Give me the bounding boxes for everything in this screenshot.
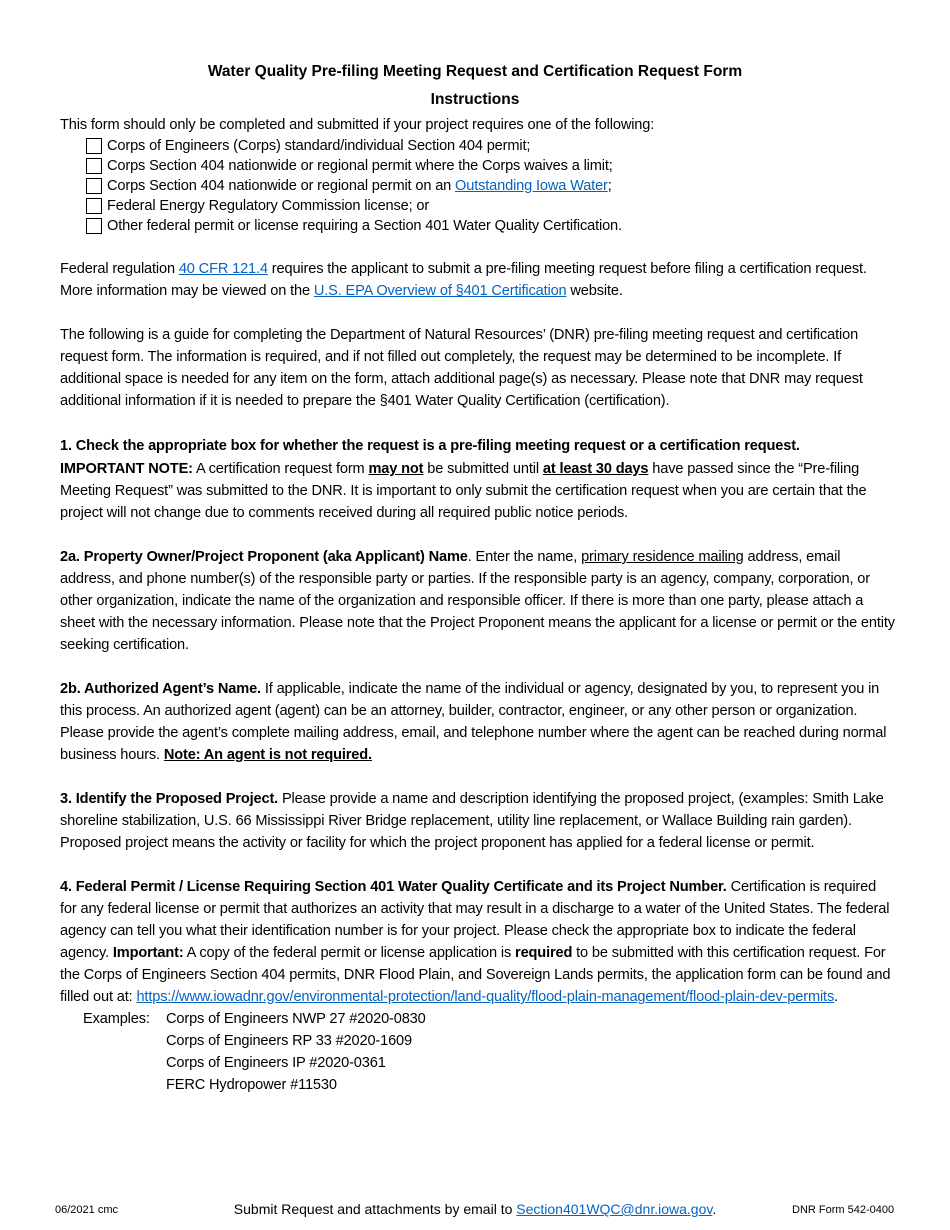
checklist-label <box>107 136 530 156</box>
section-4-paragraph <box>60 876 895 1008</box>
intro-text: This form should only be completed and submitted if your project requires one of the following: <box>60 117 655 133</box>
hyperlink[interactable]: Outstanding Iowa Water <box>455 178 608 194</box>
emphasized-text: 1. Check the appropriate box for whether the request is a pre-filing meeting request or a certification request. <box>60 438 800 454</box>
footer-form-number: DNR Form 542-0400 <box>792 1204 895 1216</box>
email-link[interactable]: Section401WQC@dnr.iowa.gov <box>516 1201 713 1217</box>
checklist-item <box>86 196 950 216</box>
checkbox[interactable] <box>86 218 102 234</box>
text-segment: Corps Section 404 nationwide or regional permit where the Corps waives a limit; <box>107 158 613 174</box>
emphasized-text: Important: <box>112 945 184 961</box>
text-segment: requires the applicant to submit a pre-filing meeting request before filing a certification request. More information may be viewed on the <box>60 261 867 299</box>
important-note-paragraph <box>60 458 895 524</box>
emphasized-text: 4. Federal Permit / License Requiring Section 401 Water Quality Certificate and its Project Number. <box>60 879 727 895</box>
text-segment: . <box>834 989 838 1005</box>
text-segment: . Enter the name, <box>467 549 582 565</box>
checklist-label <box>107 156 613 176</box>
text-segment: Other federal permit or license requiring a Section 401 Water Quality Certification. <box>107 218 622 234</box>
example-item: FERC Hydropower #11530 <box>166 1077 337 1093</box>
emphasized-text: IMPORTANT NOTE: <box>60 461 193 477</box>
footer-period: . <box>712 1201 717 1217</box>
section-2b-paragraph <box>60 678 895 766</box>
emphasized-text: at least 30 days <box>542 461 649 477</box>
text-segment: A certification request form <box>192 461 369 477</box>
hyperlink[interactable]: https://www.iowadnr.gov/environmental-protection/land-quality/flood-plain-management/flood-plain-dev-permits <box>136 989 835 1005</box>
text-segment: ; <box>607 178 612 194</box>
text-segment: If applicable, indicate the name of the individual or agency, designated by you, to represent you in this process. An authorized agent (agent) can be an attorney, builder, contractor, engineer, or any other person or organization. Please provide the agent’s complete mailing address, email, and telephone number where the agent can be reached during normal business hours. <box>60 681 887 763</box>
text-segment: Federal regulation <box>60 261 179 277</box>
text-segment: Federal Energy Regulatory Commission license; or <box>107 198 430 214</box>
text-segment: be submitted until <box>423 461 543 477</box>
requirement-checklist <box>0 136 950 236</box>
regulation-paragraph <box>60 258 895 302</box>
text-segment: Certification is required for any federal license or permit that authorizes an activity that may result in a discharge to a water of the United States. The federal agency can tell you what their identification number is for your project. Please check the appropriate box to indicate the federal agency. <box>60 879 890 961</box>
emphasized-text: 3. Identify the Proposed Project. <box>60 791 279 807</box>
example-item: Corps of Engineers NWP 27 #2020-0830 <box>166 1011 426 1027</box>
examples-list <box>166 1008 426 1096</box>
checklist-label <box>107 176 612 196</box>
checklist-label <box>107 216 622 236</box>
checklist-item <box>86 136 950 156</box>
emphasized-text: 2a. Property Owner/Project Proponent (aka Applicant) Name <box>60 549 468 565</box>
footer-date: 06/2021 cmc <box>55 1204 118 1216</box>
emphasized-text: Note: An agent is not required. <box>163 747 372 763</box>
section-2a-paragraph <box>60 546 895 656</box>
checklist-item <box>86 176 950 196</box>
form-title: Water Quality Pre-filing Meeting Request and Certification Request Form <box>207 63 743 80</box>
footer-submit-text: Submit Request and attachments by email to <box>233 1201 517 1217</box>
text-segment: A copy of the federal permit or license application is <box>183 945 516 961</box>
checklist-item <box>86 156 950 176</box>
emphasized-text: 2b. Authorized Agent’s Name. <box>60 681 261 697</box>
instructions-heading: Instructions <box>430 91 520 108</box>
examples-label: Examples: <box>83 1011 150 1027</box>
text-segment: Corps of Engineers (Corps) standard/individual Section 404 permit; <box>107 138 531 154</box>
document-body <box>0 58 950 1096</box>
checkbox[interactable] <box>86 198 102 214</box>
guide-paragraph <box>60 324 895 412</box>
text-segment: The following is a guide for completing the Department of Natural Resources’ (DNR) pre-filing meeting request and certification request form. The information is required, and if not filled out completely, the request may be determined to be incomplete. If additional space is needed for any item on the form, attach additional page(s) as necessary. Please note that DNR may request additional information if it is needed to prepare the §401 Water Quality Certification (certification). <box>60 327 863 409</box>
text-segment: website. <box>566 283 623 299</box>
hyperlink[interactable]: 40 CFR 121.4 <box>178 261 268 277</box>
checkbox[interactable] <box>86 158 102 174</box>
text-segment: Please provide a name and description identifying the proposed project, (examples: Smith Lake shoreline stabilization, U.S. 66 Mississippi River Bridge replacement, utility line replacement, or Wallace Building rain garden). Proposed project means the activity or facility for which the project proponent has applied for a federal license or permit. <box>60 791 884 851</box>
text-segment: have passed since the “Pre-filing Meeting Request” was submitted to the DNR. It is important to only submit the certification request when you are certain that the project will not change due to comments received during all required public notice periods. <box>60 461 867 521</box>
emphasized-text: may not <box>368 461 424 477</box>
section-3-paragraph <box>60 788 895 854</box>
section-1-heading <box>60 434 895 458</box>
text-segment: to be submitted with this certification request. For the Corps of Engineers Section 404 permits, DNR Flood Plain, and Sovereign Lands permits, the application form can be found and filled out at: <box>60 945 891 1005</box>
emphasized-text: primary residence mailing <box>581 549 744 565</box>
checklist-item <box>86 216 950 236</box>
text-segment: Corps Section 404 nationwide or regional permit on an <box>107 178 456 194</box>
checklist-label <box>107 196 429 216</box>
checkbox[interactable] <box>86 138 102 154</box>
emphasized-text: required <box>515 945 573 961</box>
hyperlink[interactable]: U.S. EPA Overview of §401 Certification <box>313 283 567 299</box>
checkbox[interactable] <box>86 178 102 194</box>
example-item: Corps of Engineers IP #2020-0361 <box>166 1055 386 1071</box>
examples-block <box>83 1008 950 1096</box>
example-item: Corps of Engineers RP 33 #2020-1609 <box>166 1033 412 1049</box>
text-segment: address, email address, and phone number(s) of the responsible party or parties. If the responsible party is an agency, company, corporation, or other organization, indicate the name of the organization and responsible officer. If there is more than one party, please attach a sheet with the necessary information. Please note that the Project Proponent means the applicant for a license or permit or the entity seeking certification. <box>60 549 895 653</box>
